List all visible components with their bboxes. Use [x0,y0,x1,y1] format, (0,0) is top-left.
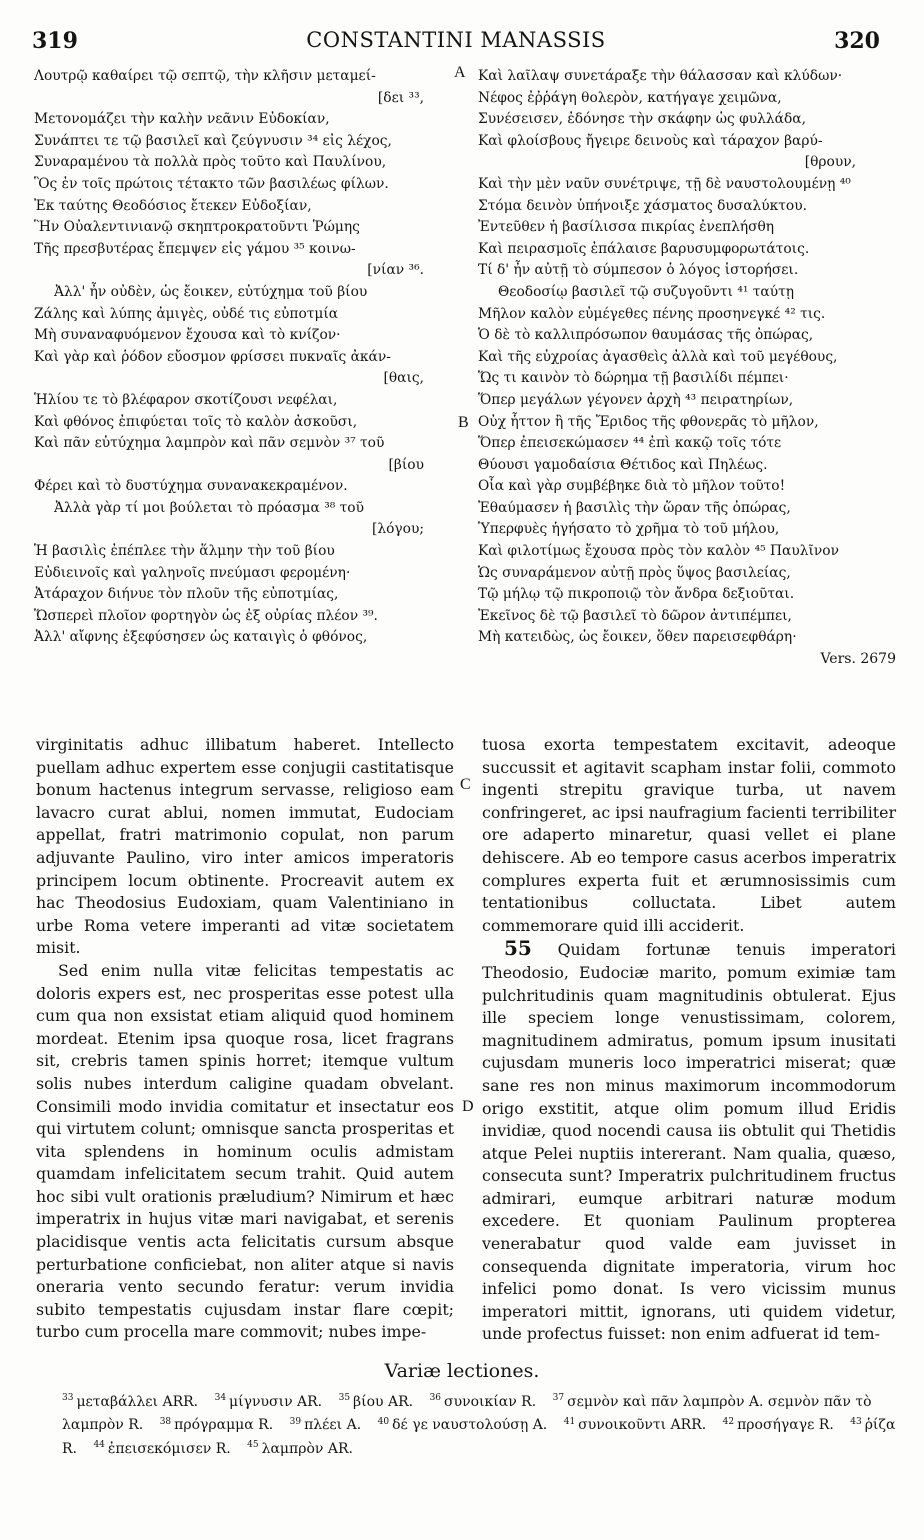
note-number: 33 [62,1393,74,1403]
verse-line: Ἀτάραχον διήνυε τὸν πλοῦν τῆς εὐποτμίας, [34,586,339,603]
note-text: βίου AR. [353,1393,414,1410]
latin-column-left [36,734,454,1344]
margin-marker-d: D [462,1098,474,1115]
verse-line: Τῷ μήλῳ τῷ πικροποιῷ τὸν ἄνδρα δεξιοῦται. [478,586,795,603]
note-text: προσήγαγε R. [737,1417,834,1434]
note-text: μίγνυσιν AR. [229,1393,323,1410]
note-number: 45 [247,1440,259,1451]
verse-line: Μὴ συναναφυόμενον ἔχουσα καὶ τὸ κνίζον· [34,327,341,344]
verse-line: [θαις, [383,370,424,387]
margin-marker-c: C [460,776,471,793]
latin-paragraph: Sed enim nulla vitæ felicitas tempestatis ac doloris expers est, nec prosperitas esse potest ulla cum qua non exsistat etiam aliquid quod hominem mordeat. Etenim ipsa quoque rosa, licet fragrans sit, crebris tamen spinis horret; itemque vultum solis nubes interdum caligine quadam obvelant. Consimili modo invidia comitatur et insectatur eos qui virtutem colunt; omnisque sancta prosperitas et vita splendens in hominum oculis admistam quamdam infelicitatem secum trahit. Quid autem hoc sibi vult orationis præludium? Nimirum et hæc imperatrix in hujus vitæ mari navigabat, et serenis placidisque ventis acta felicitatis cursum absque perturbatione conficiebat, non aliter atque si navis oneraria vento secundo feratur: verum invidia subito tempestatis cujusdam instar flare cœpit; turbo cum procella mare commovit; nubes impe- [36,960,454,1342]
note-number: 39 [289,1416,302,1427]
variant-note [160,1417,273,1433]
verse-line: Τί δ' ἦν αὐτῇ τὸ σύμπεσον ὁ λόγος ἱστορήσει. [478,262,799,279]
margin-marker-b: B [458,414,469,431]
verse-line: Ὃς ἐν τοῖς πρώτοις τέτακτο τῶν βασιλέως φίλων. [34,175,389,192]
note-number: 43 [850,1416,862,1427]
note-number: 35 [338,1393,351,1403]
verse-line: Ἐθαύμασεν ἡ βασιλὶς τὴν ὥραν τῆς ὀπώρας, [478,499,791,516]
greek-column-right [478,66,896,671]
verse-line: Εὐδιεινοῖς καὶ γαληνοῖς πνεύμασι φερομένη· [34,564,351,581]
variant-note [378,1417,548,1433]
note-text: συνοικίαν R. [444,1393,537,1410]
verse-line: Καὶ φιλοτίμως ἔχουσα πρὸς τὸν καλὸν ⁴⁵ Παυλῖνον [478,543,839,560]
verse-line: Μῆλον καλὸν εὐμέγεθες πένης προσηνεγκέ ⁴² τις. [478,305,826,322]
verse-line: Ὥσπερεὶ πλοῖον φορτηγὸν ὡς ἐξ οὐρίας πλέον ³⁹. [34,607,378,624]
margin-marker-a: A [454,64,466,81]
verse-line: Ὁ δὲ τὸ καλλιπρόσωπον θαυμάσας τῆς ὀπώρας, [478,327,814,344]
verse-line: Ὑπερφυὲς ἡγήσατο τὸ χρῆμα τὸ τοῦ μήλου, [478,521,780,538]
verse-line: Μετονομάζει τὴν καλὴν νεᾶνιν Εὐδοκίαν, [34,111,330,128]
variant-note [723,1417,834,1433]
page-number-right: 320 [834,28,880,54]
verse-line: Καὶ τὴν μὲν ναῦν συνέτριψε, τῇ δὲ ναυστολουμένῃ ⁴⁰ [478,175,851,192]
note-text: μεταβάλλει ARR. [76,1393,199,1410]
note-number: 40 [377,1416,390,1427]
verse-line: Συνέσεισεν, ἐδόνησε τὴν σκάφην ὡς φυλλάδα, [478,111,806,128]
note-text: ἐπεισεκόμισεν R. [107,1440,231,1457]
verse-line: Οἷα καὶ γὰρ συμβέβηκε διὰ τὸ μῆλον τοῦτο! [478,478,786,495]
greek-column-left [34,66,464,649]
verse-line: Ἀλλ' αἴφνης ἐξεφύσησεν ὡς καταιγὶς ὁ φθόνος, [34,629,368,646]
variant-readings [62,1388,902,1459]
latin-paragraph-text: Quidam fortunæ tenuis imperatori Theodosio, Eudociæ marito, pomum eximiæ tam pulchritudinis quam magnitudinis obtulerat. Ejus ille speciem longe venustissimam, colorem, magnitudinem admiratus, pomum ipsum inusitati cujusdam muneris loco imperatrici miserat; quæ sane res non minus maximorum incommodorum origo exstitit, atque olim pomum illud Eridis invidiæ, quod nocendi causa iis obtulit qui Thetidis atque Pelei nuptiis intererant. Nam qualia, quæso, consecuta sunt? Imperatrix pulchritudinem fructus admirari, eumque arbitrari naturæ modum excedere. Et quoniam Paulinum propterea venerabatur quod valde eam juvisset in consequenda dignitate imperatoria, virum hoc infelici pomo donat. Is vero vicissim munus imperatori mittit, ignorans, uti quidem videtur, unde profectus fuisset: non enim adfuerat id tem- [482,940,896,1344]
note-text: πρόγραμμα R. [174,1417,274,1434]
variant-note [215,1394,323,1410]
verse-line: Θύουσι γαμοδαίσια Θέτιδος καὶ Πηλέως. [478,456,768,473]
variant-note [430,1394,537,1410]
verse-line: Ὅπερ μεγάλων γέγονεν ἀρχὴ ⁴³ πειρατηρίων, [478,391,794,408]
verse-line: Ὡς συναράμενον αὐτῇ πρὸς ὕψος βασιλείας, [478,564,791,581]
verse-line: Ὥς τι καινὸν τὸ δώρημα τῇ βασιλίδι πέμπει· [478,370,789,387]
verse-line: Συνάπτει τε τῷ βασιλεῖ καὶ ζεύγνυσιν ³⁴ εἰς λέχος, [34,132,392,149]
verse-line: [δει ³³, [377,89,424,106]
verse-line: Ἐκ ταύτης Θεοδόσιος ἔτεκεν Εὐδοξίαν, [34,197,312,214]
verse-line: Ἡ βασιλὶς ἐπέπλεε τὴν ἅλμην τὴν τοῦ βίου [34,543,335,560]
note-text: σεμνὸν καὶ πᾶν λαμπρὸν A. σεμνὸν πᾶν τὸ λαμπρὸν R. [62,1393,872,1434]
verse-line: Ζάλης καὶ λύπης ἀμιγὲς, οὐδέ τις εὐποτμία [34,305,339,322]
note-number: 34 [214,1393,227,1403]
verse-line: Καὶ τῆς εὐχροίας ἀγασθεὶς ἀλλὰ καὶ τοῦ μεγέθους, [478,348,838,365]
section-number: 55 [504,936,532,961]
verse-line: [νίαν ³⁶. [367,262,424,279]
variae-lectiones-heading: Variæ lectiones. [384,1360,540,1382]
verse-line: Φέρει καὶ τὸ δυστύχημα συνανακεκραμένον. [34,478,348,495]
verse-line: Νέφος ἐῤῥάγη θολερὸν, κατήγαγε χειμῶνα, [478,89,782,106]
verse-line: Ἡλίου τε τὸ βλέφαρον σκοτίζουσι νεφέλαι, [34,391,338,408]
note-number: 44 [93,1440,105,1451]
verse-line: Συναραμένου τὰ πολλὰ πρὸς τοῦτο καὶ Παυλίνου, [34,154,387,171]
note-text: πλέει A. [304,1417,362,1434]
verse-line: Ἐκεῖνος δὲ τῷ βασιλεῖ τὸ δῶρον ἀντιπέμπει, [478,607,792,624]
page-number-left: 319 [32,28,78,54]
latin-paragraph: virginitatis adhuc illibatum haberet. Intellecto puellam adhuc expertem esse conjugii castitatisque bonum hactenus integrum servasse, religioso eam lavacro curat ablui, nomen immutat, Eudociam appellat, fratri matrimonio copulat, non parum adjuvante Paulino, viro inter amicos imperatoris principem locum obtinente. Procreavit autem ex hac Theodosius Eudoxiam, quam Valentiniano in urbe Roma vetere imperanti ad vitæ societatem misit. [36,735,454,958]
note-text: λαμπρὸν AR. [261,1440,353,1457]
verse-line: [βίου [388,456,424,473]
variant-note [247,1441,353,1457]
note-number: 37 [552,1393,565,1403]
verse-line: [θρουν, [804,154,856,171]
verse-line: Καὶ γὰρ καὶ ῥόδον εὔοσμον φρίσσει πυκναῖς ἀκάν- [34,348,391,365]
verse-line: Ἐντεῦθεν ἡ βασίλισσα πικρίας ἐνεπλήσθη [478,219,775,236]
note-number: 41 [563,1416,576,1427]
variant-note [564,1417,706,1433]
verse-line: Ἀλλ' ἦν οὐδὲν, ὡς ἔοικεν, εὐτύχημα τοῦ βίου [54,283,368,300]
page-header [32,28,880,62]
note-text: ῥίζα R. [62,1417,896,1457]
note-text: συνοικοῦντι ARR. [578,1417,707,1434]
latin-paragraph-section [482,937,896,1346]
verse-line: Ἀλλὰ γὰρ τί μοι βούλεται τὸ πρόασμα ³⁸ τοῦ [54,499,365,516]
running-title: CONSTANTINI MANASSIS [306,28,606,52]
verse-line: Τῆς πρεσβυτέρας ἔπεμψεν εἰς γάμου ³⁵ κοινω- [34,240,356,257]
verse-line: Καὶ λαῖλαψ συνετάραξε τὴν θάλασσαν καὶ κλύδων· [478,68,843,84]
verse-line: [λόγου; [371,521,424,538]
variant-note [290,1417,362,1433]
verse-line: Ὅπερ ἐπεισεκώμασεν ⁴⁴ ἐπὶ κακῷ τοῖς τότε [478,435,782,452]
variant-note [93,1441,230,1457]
verse-line: Στόμα δεινὸν ὑπήνοιξε χάσματος δυσαλύκτου. [478,197,807,214]
note-text: δέ γε ναυστολούσῃ A. [392,1417,548,1434]
verse-count: Vers. 2679 [820,651,896,668]
note-number: 42 [722,1416,735,1427]
verse-line: Λουτρῷ καθαίρει τῷ σεπτῷ, τὴν κλῆσιν μεταμεί- [34,68,376,84]
latin-column-right [482,734,896,1346]
verse-line: Καὶ φλοίσβους ἤγειρε δεινοὺς καὶ τάραχον βαρύ- [478,132,823,149]
verse-line: Μὴ κατειδὼς, ὡς ἔοικεν, ὅθεν παρεισεφθάρη· [478,629,797,646]
verse-line: Καὶ φθόνος ἐπιφύεται τοῖς τὸ καλὸν ἀσκοῦσι, [34,413,358,430]
variant-note [339,1394,414,1410]
note-number: 38 [159,1416,172,1427]
verse-line: Ἣν Οὐαλεντινιανῷ σκηπτροκρατοῦντι Ῥώμης [34,219,360,236]
variant-note [62,1394,198,1410]
verse-line: Θεοδοσίῳ βασιλεῖ τῷ συζυγοῦντι ⁴¹ ταύτῃ [498,283,795,300]
verse-line: Καὶ πειρασμοῖς ἐπάλαισε βαρυσυμφορωτάτοις. [478,240,810,257]
verse-line: Καὶ πᾶν εὐτύχημα λαμπρὸν καὶ πᾶν σεμνὸν ³⁷ τοῦ [34,435,385,452]
note-number: 36 [429,1393,442,1403]
latin-paragraph: tuosa exorta tempestatem excitavit, adeoque succussit et agitavit scapham instar folii, commoto ingenti strepitu gravique turba, ut navem confringeret, ac ipsi naufragium facienti terribiliter ore adaperto minaretur, quasi vellet ei plane dehiscere. Ab eo tempore casus acerbos imperatrix complures experta fuit et ærumnosissimis cum tentationibus colluctata. Libet autem commemorare quid illi acciderit. [482,735,896,935]
verse-line: Οὐχ ἧττον ἢ τῆς Ἔριδος τῆς φθονερᾶς τὸ μῆλον, [478,413,819,430]
